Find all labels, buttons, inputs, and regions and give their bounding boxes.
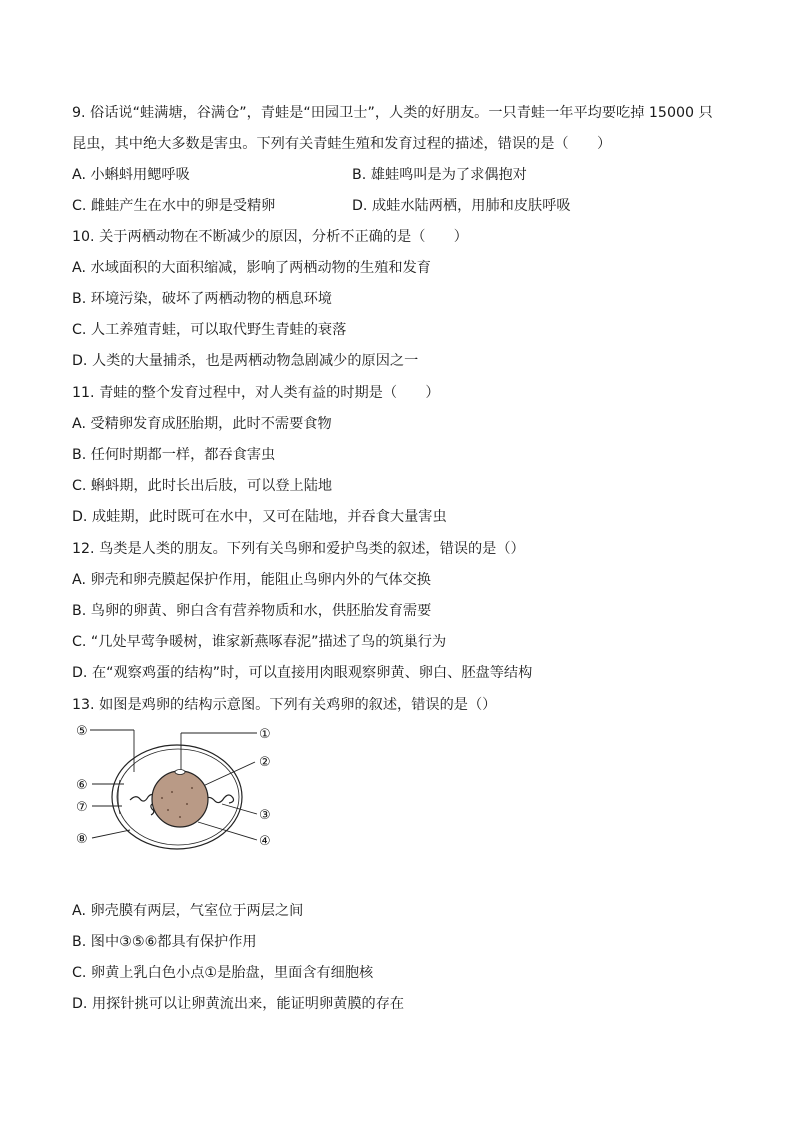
question-13-stem: 13. 如图是鸡卵的结构示意图。下列有关鸡卵的叙述，错误的是（） bbox=[72, 697, 497, 713]
question-11-stem: 11. 青蛙的整个发育过程中，对人类有益的时期是（ ） bbox=[72, 385, 440, 401]
question-13-option-b: B. 图中③⑤⑥都具有保护作用 bbox=[72, 934, 257, 950]
question-11-option-d: D. 成蛙期，此时既可在水中，又可在陆地，并吞食大量害虫 bbox=[72, 509, 447, 525]
yolk bbox=[152, 771, 208, 827]
question-9-option-a: A. 小蝌蚪用鳃呼吸 bbox=[72, 167, 190, 183]
question-10-stem: 10. 关于两栖动物在不断减少的原因，分析不正确的是（ ） bbox=[72, 229, 468, 245]
question-12-stem: 12. 鸟类是人类的朋友。下列有关鸟卵和爱护鸟类的叙述，错误的是（） bbox=[72, 541, 525, 557]
label-6: ⑥ bbox=[76, 778, 88, 793]
question-9-option-d: D. 成蛙水陆两栖，用肺和皮肤呼吸 bbox=[352, 198, 571, 214]
question-13-option-a: A. 卵壳膜有两层，气室位于两层之间 bbox=[72, 903, 304, 919]
air-cell bbox=[118, 780, 120, 814]
label-5: ⑤ bbox=[76, 724, 88, 739]
question-10-option-a: A. 水域面积的大面积缩减，影响了两栖动物的生殖和发育 bbox=[72, 260, 431, 276]
question-11-option-c: C. 蝌蚪期，此时长出后肢，可以登上陆地 bbox=[72, 478, 333, 494]
question-12-option-d: D. 在“观察鸡蛋的结构”时，可以直接用肉眼观察卵黄、卵白、胚盘等结构 bbox=[72, 665, 533, 681]
question-11-option-a: A. 受精卵发育成胚胎期，此时不需要食物 bbox=[72, 416, 332, 432]
label-1: ① bbox=[259, 727, 271, 742]
question-12-option-a: A. 卵壳和卵壳膜起保护作用，能阻止鸟卵内外的气体交换 bbox=[72, 572, 431, 588]
question-9-option-b: B. 雄蛙鸣叫是为了求偶抱对 bbox=[352, 167, 527, 183]
question-10-option-c: C. 人工养殖青蛙，可以取代野生青蛙的衰落 bbox=[72, 322, 347, 338]
label-7: ⑦ bbox=[76, 800, 88, 815]
question-9-option-c: C. 雌蛙产生在水中的卵是受精卵 bbox=[72, 198, 276, 214]
label-4: ④ bbox=[259, 834, 271, 849]
question-9-stem-line1: 9. 俗话说“蛙满塘，谷满仓”，青蛙是“田园卫士”，人类的好朋友。一只青蛙一年平均要吃掉 15000 只 bbox=[72, 105, 713, 121]
label-3: ③ bbox=[259, 808, 271, 823]
question-12-option-b: B. 鸟卵的卵黄、卵白含有营养物质和水，供胚胎发育需要 bbox=[72, 603, 432, 619]
label-2: ② bbox=[259, 755, 271, 770]
question-9-stem-line2: 昆虫，其中绝大多数是害虫。下列有关青蛙生殖和发育过程的描述，错误的是（ ） bbox=[72, 136, 612, 152]
question-13-option-d: D. 用探针挑可以让卵黄流出来，能证明卵黄膜的存在 bbox=[72, 996, 405, 1012]
germinal-disc bbox=[175, 770, 185, 775]
question-10-option-b: B. 环境污染，破坏了两栖动物的栖息环境 bbox=[72, 291, 332, 307]
question-12-option-c: C. “几处早莺争暖树，谁家新燕啄春泥”描述了鸟的筑巢行为 bbox=[72, 634, 447, 650]
question-10-option-d: D. 人类的大量捕杀，也是两栖动物急剧减少的原因之一 bbox=[72, 353, 419, 369]
question-11-option-b: B. 任何时期都一样，都吞食害虫 bbox=[72, 447, 276, 463]
egg-structure-diagram bbox=[72, 722, 302, 854]
question-13-option-c: C. 卵黄上乳白色小点①是胎盘，里面含有细胞核 bbox=[72, 965, 374, 981]
label-8: ⑧ bbox=[76, 832, 88, 847]
